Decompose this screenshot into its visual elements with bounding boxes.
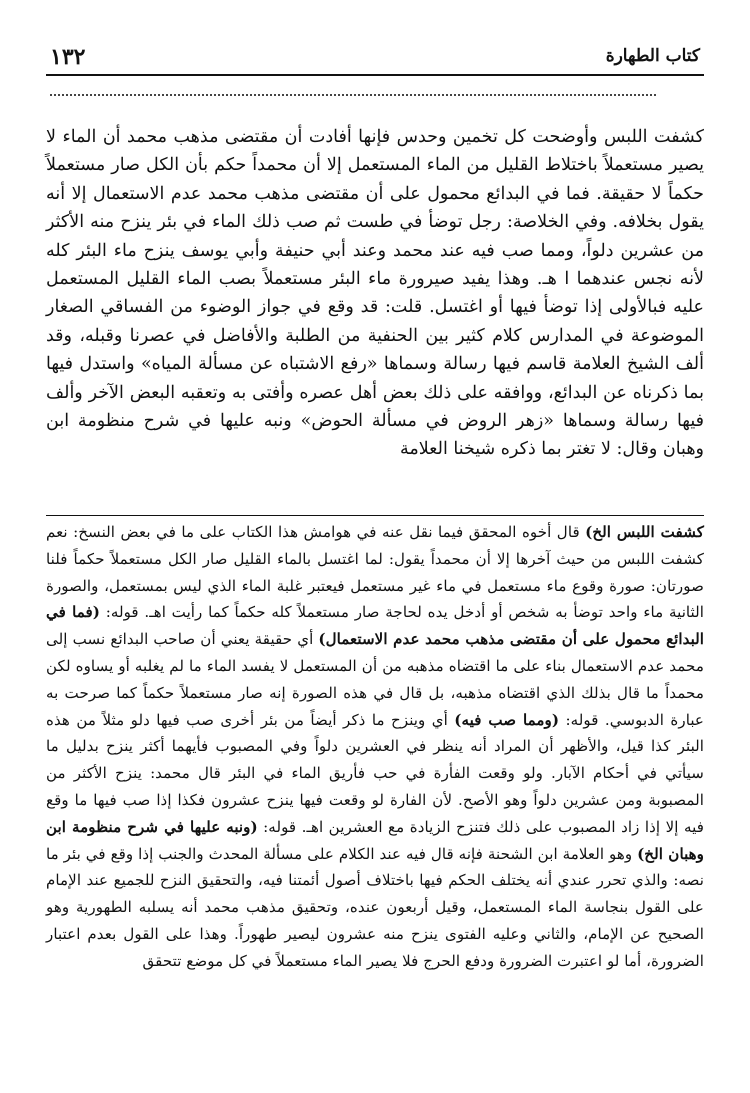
main-paragraph: كشفت اللبس وأوضحت كل تخمين وحدس فإنها أفادت أن مقتضى مذهب محمد أن الماء لا يصير مستعملاً باختلاط القليل من الماء المستعمل إلا أن محمداً حكم بأن الكل صار مستعملاً حكماً لا حقيقة. فما في البدائع محمول على أن مقتضى مذهب محمد عدم الاستعمال إلا أنه يقول بخلافه. وفي الخلاصة: رجل توضأ في طست ثم صب ذلك الماء في بئر ينزح منه الأكثر من عشرين دلواً، ومما صب فيه عند محمد وعند أبي حنيفة وأبي يوسف ينزح ماء البئر كله لأنه نجس عندهما ا هـ. وهذا يفيد صيرورة ماء البئر مستعملاً بصب الماء القليل المستعمل عليه فبالأولى إذا توضأ فيها أو اغتسل. قلت: قد وقع في جواز الوضوء من الفساقي الصغار الموضوعة في المدارس كلام كثير بين الحنفية من الطلبة والأفاضل في عصرنا وقبله، وقد ألف الشيخ العلامة قاسم فيها رسالة وسماها «رفع الاشتباه عن مسألة المياه» واستدل فيها بما ذكرناه عن البدائع، ووافقه على ذلك بعض أهل عصره وأفتى به وتعقبه البعض الآخر وألف فيها رسالة وسماها «زهر الروض في مسألة الحوض» ونبه عليها في شرح منظومة ابن وهبان وقال: لا تغتر بما ذكره شيخنا العلامة	[46, 127, 704, 460]
main-text	[46, 123, 704, 464]
page-number: ١٣٢	[50, 44, 86, 70]
note-text-3: أي وينزح ما ذكر أيضاً من بئر أخرى صب فيها دلو مثلاً من هذه البئر كذا قيل، والأظهر أن المراد أنه ينظر في العشرين دلواً وفي المصبوب فأيهما أكثر ينزح بدليل ما سيأتي في أحكام الآبار. ولو وقعت الفأرة في حب فأريق الماء في البئر قال محمد: ينزح الأكثر من المصبوبة ومن عشرين دلواً وهو الأصح. لأن الفارة لو وقعت فيها ينزح عشرون فكذا إذا صب فيها ما وقع فيه إلا إذا زاد المصبوب على ذلك فتنزح الزيادة مع العشرين اهـ. قوله:	[46, 710, 704, 836]
note-text-4: وهو العلامة ابن الشحنة فإنه قال فيه عند الكلام على مسألة المحدث والجنب إذا وقع في بئر ما نصه: والذي تحرر عندي أنه يختلف الحكم فيها باختلاف أصول أئمتنا فيه، والتحقيق النزح للجميع عند الإمام على القول بنجاسة الماء المستعمل، وقيل أربعون عنده، وتحقيق مذهب محمد أنه يسلبه الطهورية وهو الصحيح عن الإمام، والثاني وعليه الفتوى ينزح منه عشرون ليصير طهوراً. وهذا على القول بعدم اعتبار الضرورة، أما لو اعتبرت الضرورة ودفع الحرج فلا يصير الماء مستعملاً في كل موضع تتحقق	[46, 844, 704, 970]
commentary-paragraph	[46, 519, 704, 975]
note-heading-4: (ونبه عليها في شرح منظومة ابن وهبان الخ)	[46, 817, 704, 863]
dotted-divider	[50, 80, 656, 96]
commentary-notes	[46, 519, 704, 975]
note-heading-1: كشفت اللبس الخ)	[585, 523, 705, 541]
note-heading-3: (ومما صب فيه)	[454, 710, 560, 729]
note-text-2: أي حقيقة يعني أن صاحب البدائع نسب إلى محمد عدم الاستعمال بناء على ما اقتضاه مذهبه من أن المستعمل لا يفسد الماء ما لم يغلبه أو يساوه لكن محمداً ما قال بذلك الذي اقتضاه مذهبه، بل قال في هذه الصورة إنه صار مستعملاً حكماً كما صرحت به عبارة الدبوسي. قوله:	[46, 630, 704, 729]
page-header	[46, 44, 704, 76]
footnote-separator	[46, 515, 704, 516]
book-title: كتاب الطهارة	[605, 46, 700, 66]
note-text-1: قال أخوه المحقق فيما نقل عنه في هوامش هذا الكتاب على ما في بعض النسخ: نعم كشفت اللبس من حيث آخرها إلا أن محمداً يقول: لما اغتسل بالماء القليل صار الكل مستعملاً حكماً فلنا صورتان: صورة وقوع ماء مستعمل في ماء غير مستعمل فيعتبر غلبة الماء الذي ليس بمستعمل، والصورة الثانية ماء واحد توضأ به شخص أو أدخل يده لحاجة صار مستعملاً كله حكماً كما رأيت اهـ. قوله:	[46, 523, 704, 622]
note-heading-2: (فما في البدائع محمول على أن مقتضى مذهب محمد عدم الاستعمال)	[46, 603, 704, 649]
